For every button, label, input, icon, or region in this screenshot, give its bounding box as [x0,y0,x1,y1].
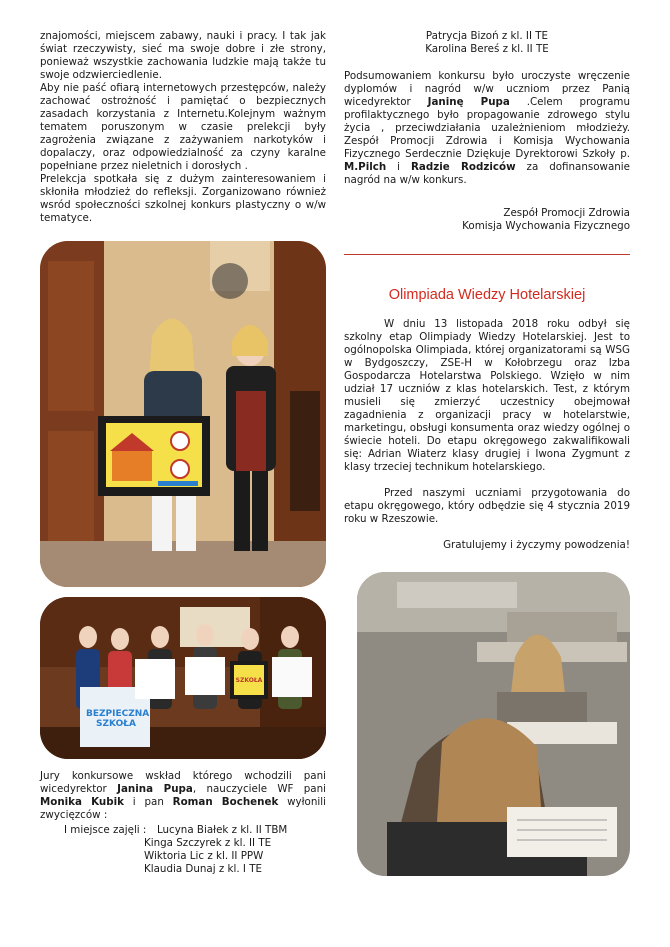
winner-item: Kinga Szczyrek z kl. II TE [144,837,272,849]
poster-label-large: BEZPIECZNA SZKOŁA [86,709,150,729]
jury-name-bochenek: Roman Bochenek [172,796,279,808]
signature-line-1: Zespół Promocji Zdrowia [503,207,630,219]
jury-name-pupa: Janina Pupa [117,783,193,795]
winner-item: Patrycja Bizoń z kl. II TE [425,30,549,42]
paragraph-internet-intro: znajomości, miejscem zabawy, nauki i pracy. I tak jak świat rzeczywisty, sieć ma swoje dobre i złe strony, ponieważ wszystkie zachowania ludzkie mają także tu swoje odzwierciedlenie. [40,30,326,81]
article-headline: Olimpiada Wiedzy Hotelarskiej [388,287,586,303]
left-intro-text [40,30,326,225]
photo-contest-winners-group [40,597,326,759]
jury-name-kubik: Monika Kubik [40,796,124,808]
jury-text [40,770,326,822]
signature-line-2: Komisja Wychowania Fizycznego [462,220,630,232]
paragraph-olympiad-next-stage: Przed naszymi uczniami przygotowania do etapu okręgowego, który odbędzie się 4 stycznia 2019 roku w Rzeszowie. [344,487,630,525]
winners-list [40,824,326,876]
olympiad-text [344,318,630,552]
signature-block [344,207,630,233]
paragraph-safety-rules: Aby nie paść ofiarą internetowych przestępców, należy zachować ostrożność i pamiętać o bezpiecznych zasadach korzystania z Internetu.Kolejnym ważnym tematem poruszonym w czasie prelekcji były zagrożenia związane z zażywaniem narkotyków i dopalaczy, oraz odpowiedzialność za czyny karalne popełniane przez nieletnich i dorosłych . [40,82,326,172]
paragraph-jury: Jury konkursowe wskład którego wchodzili pani wicedyrektor Janina Pupa, nauczyciele WF pani Monika Kubik i pan Roman Bochenek wyłonili zwycięzców : [40,770,327,821]
poster-label-small: SZKOŁA [235,677,263,684]
winner-item: Karolina Bereś z kl. II TE [425,43,549,55]
winner-item: Lucyna Białek z kl. II TBM [156,824,288,836]
paragraph-lecture-summary: Prelekcja spotkała się z dużym zainteresowaniem i skłoniła młodzież do refleksji. Zorganizowano również wsród społeczności szkolnej konkurs plastyczny o w/w tematyce. [40,173,326,224]
summary-name-council: Radzie Rodziców [410,161,516,173]
summary-name-pilch: M.Pilch [344,161,387,173]
summary-text [344,70,630,187]
summary-name-pupa: Janinę Pupa [427,96,510,108]
photo-award-presentation [40,241,326,587]
first-place-label: I miejsce zajęli : [64,824,147,836]
paragraph-summary: Podsumowaniem konkursu było uroczyste wręczenie dyplomów i nagród w/w uczniom przez Panią wicedyrektor Janinę Pupa .Celem programu profilaktycznego było propagowanie zdrowego stylu życia , przeciwdziałania uzależnieniom młodzieży. Zespół Promocji Zdrowia i Komisja Wychowania Fizycznego Serdecznie Dziękuje Dyrektorowi Szkoły p. M.Pilch i Radzie Rodziców za dofinansowanie nagród na w/w konkurs. [344,70,631,186]
winner-item: Wiktoria Lic z kl. II PPW [144,850,264,862]
paragraph-olympiad-details: W dniu 13 listopada 2018 roku odbył się szkolny etap Olimpiady Wiedzy Hotelarskiej. Jest to ogólnopolska Olimpiada, której organizatorami są WSG w Bydgoszczy, ZSE-H w Kołobrzegu oraz Izba Gospodarcza Hotelarstwa Polskiego. Wzięło w nim udział 17 uczniów z klas hotelarskich. Test, z którym musieli się zmierzyć uczestnicy obejmował zagadnienia z organizacji pracy w hotelarstwie, marketingu, obsługi konsumenta oraz wiedzy ogólnej o świecie hoteli. Do etapu okręgowego zakwalifikowali się: Adrian Wiaterz klasy drugiej i Iwona Zygmunt z klasy trzeciej technikum hotelarskiego. [344,318,630,473]
section-divider [344,254,630,255]
winner-item: Klaudia Dunaj z kl. I TE [144,863,263,875]
winners-continued [344,30,630,56]
photo-olympiad-test [357,572,630,876]
congratulations-text: Gratulujemy i życzymy powodzenia! [443,539,630,551]
